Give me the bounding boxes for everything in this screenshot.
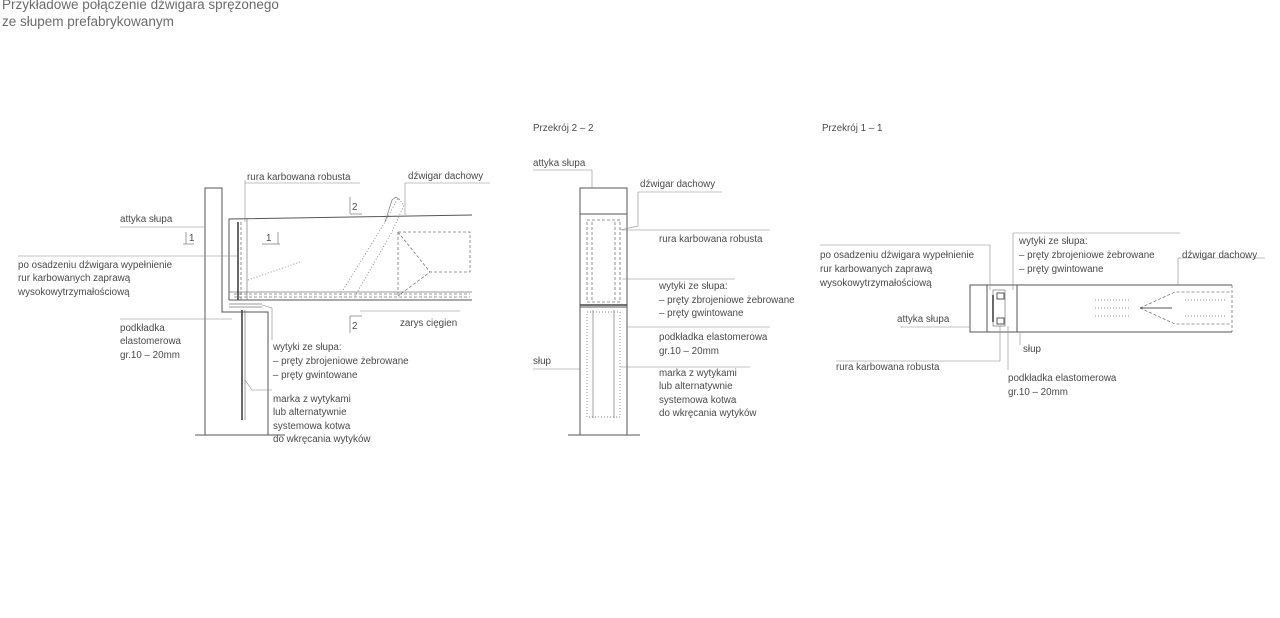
s22-label-slup: słup — [533, 356, 551, 367]
s11-label-dzwigar: dźwigar dachowy — [1182, 250, 1258, 261]
elev-label-wytyki-1: wytyki ze słupa: — [273, 342, 342, 353]
section22-column — [580, 188, 627, 435]
elev-label-marka-3: systemowa kotwa — [273, 421, 351, 432]
section-1-1 — [819, 123, 1265, 398]
s11-label-po-osadzeniu-2: rur karbowanych zaprawą — [820, 264, 933, 275]
s11-label-po-osadzeniu-1: po osadzeniu dźwigara wypełnienie — [820, 250, 975, 261]
elevation-view — [17, 171, 490, 445]
elev-label-marka-1: marka z wytykami — [273, 394, 351, 405]
elev-label-podkladka-2: elastomerowa — [120, 336, 181, 347]
girder-outline — [229, 215, 472, 300]
s11-label-podkladka-2: gr.10 – 20mm — [1008, 387, 1068, 398]
elev-label-marka-2: lub alternatywnie — [273, 407, 347, 418]
s22-label-wytyki-1: wytyki ze słupa: — [659, 281, 728, 292]
section11-heading: Przekrój 1 – 1 — [822, 123, 883, 134]
s22-label-marka-1: marka z wytykami — [659, 368, 737, 379]
section-mark-2-bottom: 2 — [352, 321, 358, 332]
elev-label-dzwigar: dźwigar dachowy — [408, 171, 484, 182]
section-2-2 — [533, 123, 795, 435]
elev-label-wytyki-2: – pręty zbrojeniowe żebrowane — [273, 356, 409, 367]
s22-label-wytyki-2: – pręty zbrojeniowe żebrowane — [659, 295, 795, 306]
elev-label-po-osadzeniu-3: wysokowytrzymałościową — [18, 287, 130, 298]
s22-label-attyka: attyka słupa — [533, 158, 586, 169]
elev-label-podkladka-1: podkładka — [120, 323, 165, 334]
s11-label-podkladka-1: podkładka elastomerowa — [1008, 373, 1117, 384]
s22-label-marka-4: do wkręcania wytyków — [659, 408, 757, 419]
title-line-1: Przykładowe połączenie dźwigara sprężonego — [2, 0, 279, 12]
elev-label-rura: rura karbowana robusta — [247, 172, 351, 183]
s11-label-slup: słup — [1023, 344, 1041, 355]
elev-label-zarys: zarys cięgien — [400, 318, 458, 329]
s11-label-rura: rura karbowana robusta — [836, 362, 940, 373]
s11-label-attyka: attyka słupa — [897, 314, 950, 325]
section-mark-2-top: 2 — [352, 202, 358, 213]
s22-label-wytyki-3: – pręty gwintowane — [659, 308, 744, 319]
elev-label-wytyki-3: – pręty gwintowane — [273, 370, 358, 381]
title-line-2: ze słupem prefabrykowanym — [2, 14, 174, 29]
s11-label-wytyki-2: – pręty zbrojeniowe żebrowane — [1019, 250, 1155, 261]
s22-label-dzwigar: dźwigar dachowy — [640, 179, 716, 190]
elev-label-po-osadzeniu-1: po osadzeniu dźwigara wypełnienie — [18, 260, 173, 271]
s22-label-rura: rura karbowana robusta — [659, 234, 763, 245]
s11-label-wytyki-3: – pręty gwintowane — [1019, 264, 1104, 275]
s22-label-podkladka-2: gr.10 – 20mm — [659, 346, 719, 357]
elev-label-podkladka-3: gr.10 – 20mm — [120, 350, 180, 361]
elev-label-attyka: attyka słupa — [120, 214, 173, 225]
s22-label-podkladka-1: podkładka elastomerowa — [659, 332, 768, 343]
elev-label-po-osadzeniu-2: rur karbowanych zaprawą — [18, 273, 131, 284]
section-mark-1-left: 1 — [189, 233, 195, 244]
s22-label-marka-3: systemowa kotwa — [659, 395, 737, 406]
elev-label-marka-4: do wkręcania wytyków — [273, 434, 371, 445]
column-outline — [205, 188, 268, 435]
s11-label-po-osadzeniu-3: wysokowytrzymałościową — [820, 278, 932, 289]
section22-heading: Przekrój 2 – 2 — [533, 123, 594, 134]
s11-label-wytyki-1: wytyki ze słupa: — [1019, 236, 1088, 247]
section-mark-1-right: 1 — [266, 233, 272, 244]
s22-label-marka-2: lub alternatywnie — [659, 381, 733, 392]
